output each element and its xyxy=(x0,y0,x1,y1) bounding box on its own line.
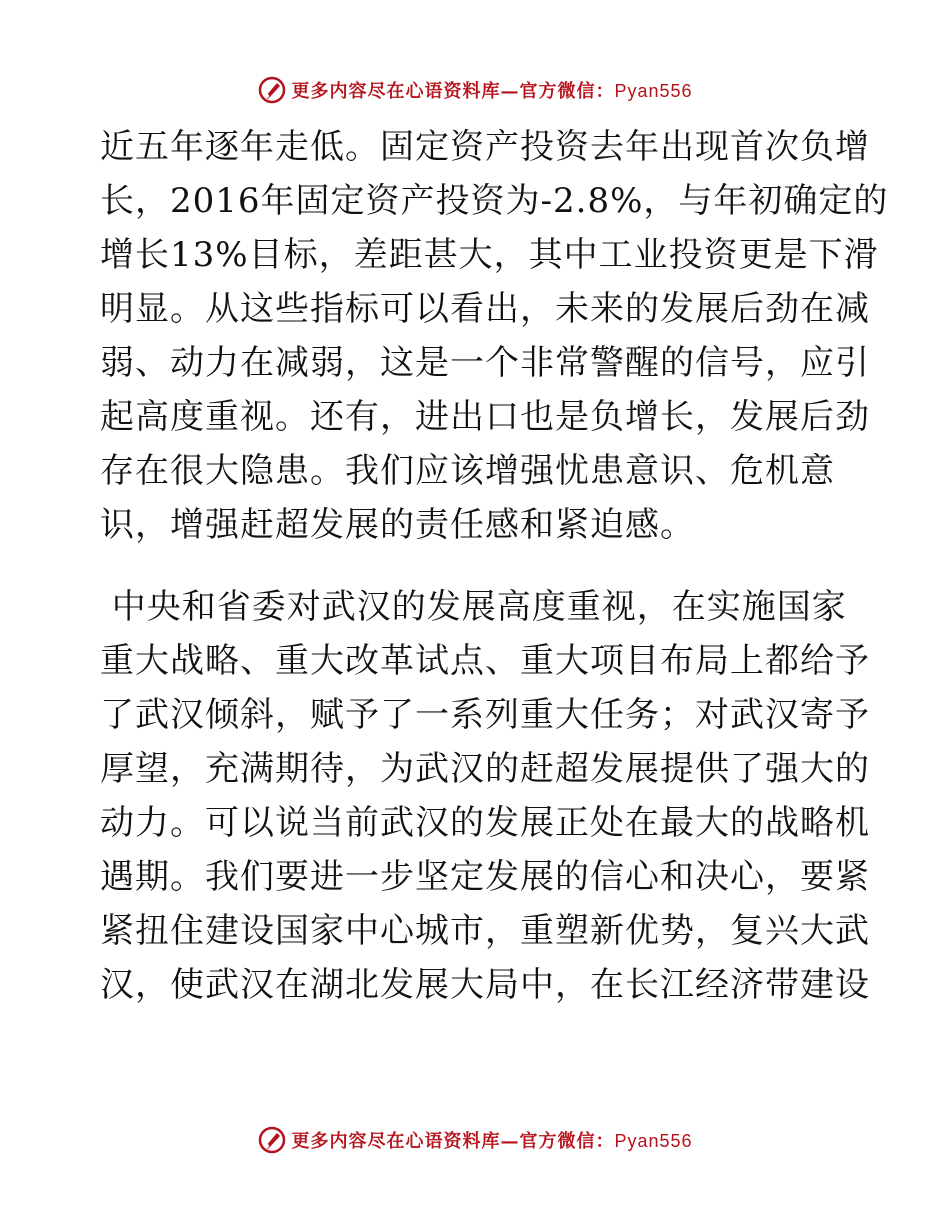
footer-wechat-id: Pyan556 xyxy=(614,1131,693,1151)
pen-logo-icon xyxy=(257,75,287,105)
document-body xyxy=(100,120,889,1012)
text-line: 紧扭住建设国家中心城市，重塑新优势，复兴大武 xyxy=(100,911,870,951)
text-line: 明显。从这些指标可以看出，未来的发展后劲在减 xyxy=(100,289,870,329)
text-line: 增长13%目标，差距甚大，其中工业投资更是下滑 xyxy=(100,235,879,275)
paragraph-1 xyxy=(100,120,889,552)
header-banner xyxy=(0,70,950,110)
header-wechat-id: Pyan556 xyxy=(614,81,693,101)
text-line: 了武汉倾斜，赋予了一系列重大任务；对武汉寄予 xyxy=(100,695,870,735)
text-line: 近五年逐年走低。固定资产投资去年出现首次负增 xyxy=(100,127,870,167)
text-line: 重大战略、重大改革试点、重大项目布局上都给予 xyxy=(100,641,870,681)
text-line: 存在很大隐患。我们应该增强忧患意识、危机意 xyxy=(100,451,835,491)
footer-banner-text xyxy=(291,1127,692,1153)
footer-banner xyxy=(0,1120,950,1160)
text-line: 长，2016年固定资产投资为-2.8%，与年初确定的 xyxy=(100,181,889,221)
text-line: 中央和省委对武汉的发展高度重视，在实施国家 xyxy=(100,587,847,627)
text-line: 遇期。我们要进一步坚定发展的信心和决心，要紧 xyxy=(100,857,870,897)
text-line: 识，增强赶超发展的责任感和紧迫感。 xyxy=(100,505,695,545)
header-banner-text xyxy=(291,77,692,103)
paragraph-2 xyxy=(100,580,870,1012)
text-line: 汉，使武汉在湖北发展大局中，在长江经济带建设 xyxy=(100,965,870,1005)
text-line: 厚望，充满期待，为武汉的赶超发展提供了强大的 xyxy=(100,749,870,789)
pen-logo-icon xyxy=(257,1125,287,1155)
footer-banner-label: 更多内容尽在心语资料库—官方微信： xyxy=(291,1131,615,1152)
header-banner-label: 更多内容尽在心语资料库—官方微信： xyxy=(291,81,615,102)
text-line: 动力。可以说当前武汉的发展正处在最大的战略机 xyxy=(100,803,870,843)
text-line: 起高度重视。还有，进出口也是负增长，发展后劲 xyxy=(100,397,870,437)
text-line: 弱、动力在减弱，这是一个非常警醒的信号，应引 xyxy=(100,343,870,383)
